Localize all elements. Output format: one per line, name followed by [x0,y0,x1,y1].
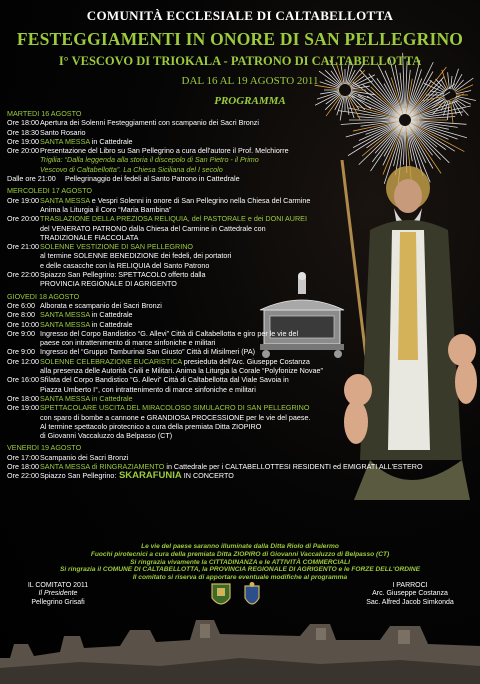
schedule-row [7,357,367,366]
event-description [40,137,367,146]
event-description [40,214,367,223]
event-text: Santo Rosario [40,127,86,137]
notes [0,543,480,582]
event-time: Ore 19:00 [7,136,39,146]
event-description [40,471,367,480]
event-text-suffix: in Cattedrale [89,310,133,320]
event-continuation: PROVINCIA REGIONALE DI AGRIGENTO [40,279,177,289]
event-continuation: alla presenza delle Autorità Civili e Militari. Anima la Liturgia la Corale “Polyfonize Novae” [40,366,323,376]
day-heading: VENERDI 19 AGOSTO [7,443,82,453]
schedule-row [7,310,367,319]
schedule-row [7,375,367,384]
event-continuation: del VENERATO PATRONO dalla Chiesa del Carmine in Cattedrale con [40,223,266,233]
event-description [40,462,423,471]
schedule-row [7,394,367,403]
event-description [40,347,367,356]
event-description [40,394,367,403]
event-time: Ore 12:00 [7,356,39,366]
event-description [40,242,367,251]
note-line: Il comitato si riserva di apportare eventuale modifiche al programma [132,574,348,582]
event-description [40,128,367,137]
schedule-row [7,146,367,155]
event-text: SANTA MESSA [40,136,90,146]
schedule-row [7,320,367,329]
event-text: Presentazione del Libro su San Pellegrino a cura dell'autore il Prof. Melchiorre [40,146,289,156]
committee-name: Pellegrino Grisafi [31,598,85,606]
event-time: Dalle ore 21:00 [7,174,56,184]
event-continuation: Trigilia: “Dalla leggenda alla storia il discepolo di San Pietro - il Primo [40,155,259,165]
event-text: SANTA MESSA di RINGRAZIAMENTO [40,461,165,471]
schedule-row [7,137,367,146]
schedule-row [7,301,367,310]
event-time: Ore 19:00 [7,403,39,413]
event-description [40,310,367,319]
schedule-row [7,329,367,338]
subtitle: I° VESCOVO DI TRIOKALA - PATRONO DI CALTABELLOTTA [58,54,422,68]
event-description [40,357,367,366]
schedule-row [7,347,367,356]
event-text: Scampanio dei Sacri Bronzi [40,452,129,462]
event-time: Ore 22:00 [7,270,39,280]
event-description [40,146,367,155]
event-text: TRASLAZIONE DELLA PREZIOSA RELIQUIA, del PASTORALE e dei DONI AUREI [40,214,307,224]
event-time: Ore 16:00 [7,375,39,385]
event-text: SANTA MESSA [40,310,90,320]
event-text: Pellegrinaggio dei fedeli al Santo Patrono in Cattedrale [65,174,240,184]
event-continuation: e delle casacche con la RELIQUIA del Santo Patrono [40,260,210,270]
schedule [7,106,423,482]
parroci-name: Arc. Giuseppe Costanza [372,590,448,598]
event-description [40,270,367,279]
day-heading: MERCOLEDI 17 AGOSTO [7,186,92,196]
schedule-row [7,242,367,251]
community-name: COMUNITÀ ECCLESIALE DI CALTABELLOTTA [86,8,394,23]
schedule-row [7,453,367,462]
event-description [65,174,367,183]
event-text: SOLENNE CELEBRAZIONE EUCARISTICA [40,356,182,366]
event-text: Apertura dei Solenni Festeggiamenti con scampanio dei Sacri Bronzi [40,118,259,128]
event-time: Ore 18:00 [7,461,39,471]
event-description [40,453,367,462]
event-continuation: Al termine spettacolo pirotecnico a cura della premiata Ditta ZIOPIRO [40,421,262,431]
schedule-row [7,461,423,471]
parroci-title: I PARROCI [392,582,428,589]
event-text-suffix: e Vespri Solenni in onore di San Pellegrino nella Chiesa del Carmine [89,195,311,205]
schedule-row [7,118,367,127]
committee-role: Il Presidente [38,590,78,598]
event-time: Ore 18:00 [7,393,39,403]
event-text: Spiazzo San Pellegrino: SPETTACOLO offerto dalla [40,270,206,280]
event-text-suffix: IN CONCERTO [181,471,234,481]
event-description [40,403,367,412]
day-heading: GIOVEDI 18 AGOSTO [7,291,80,301]
event-continuation: Piazza Umberto I°, con intrattenimento di marce sinfoniche e militari [40,384,256,394]
event-time: Ore 22:00 [7,471,39,481]
event-time: Ore 18:00 [7,118,39,128]
event-time: Ore 8:00 [7,310,35,320]
event-time: Ore 19:00 [7,195,39,205]
event-continuation: TRADIZIONALE FIACCOLATA [40,232,139,242]
event-text-suffix: in Cattedrale per i CALTABELLOTTESI RESIDENTI ed EMIGRATI ALL'ESTERO [164,461,423,471]
event-description [40,118,367,127]
note-line: Fuochi pirotecnici a cura della premiata Ditta ZIOPIRO di Giovanni Vaccaluzzo di Belpasso (CT) [90,550,390,558]
event-continuation: Anima la Liturgia il Coro “Maria Bambina” [40,204,172,214]
schedule-row [7,403,367,412]
event-text: SANTA MESSA in Cattedrale [40,393,133,403]
castle-image [0,600,480,684]
event-continuation: Vescovo di Caltabellotta”. La Chiesa Siciliana del I secolo [40,164,223,174]
event-time: Ore 9:00 [7,347,35,357]
event-text-suffix: in Cattedrale [89,319,133,329]
note-line: Si ringrazia vivamente la CITTADINANZA e le ATTIVITÀ COMMERCIALI [130,558,350,566]
event-continuation: paese con intrattenimento di marce sinfoniche e militari [40,338,216,348]
event-text: SOLENNE VESTIZIONE DI SAN PELLEGRINO [40,242,193,252]
event-text: Ingresso del “Gruppo Tamburinai San Giusto” Città di Misilmeri (PA) [40,347,256,357]
program-heading: PROGRAMMA [214,95,286,107]
event-time: Ore 18:30 [7,127,39,137]
event-continuation: al termine SOLENNE BENEDIZIONE dei fedeli, dei portatori [40,251,232,261]
date-range: DAL 16 AL 19 AGOSTO 2011 [181,75,319,87]
parroci-name: Sac. Alfred Jacob Simkonda [366,598,454,606]
event-text: SPETTACOLARE USCITA DEL MIRACOLOSO SIMULACRO DI SAN PELLEGRINO [40,403,310,413]
event-time: Ore 10:00 [7,319,39,329]
event-description [40,375,367,384]
event-time: Ore 9:00 [7,328,35,338]
schedule-row [7,196,367,205]
schedule-row [7,128,367,137]
event-description [40,320,367,329]
page-title: FESTEGGIAMENTI IN ONORE DI SAN PELLEGRINO [16,29,464,49]
day-heading: MARTEDI 16 AGOSTO [7,109,82,118]
event-description [40,196,367,205]
event-text: SANTA MESSA [40,195,90,205]
event-text: Ingresso del Corpo Bandistico “G. Allevi” Città di Caltabellotta e giro per le vie del [40,328,299,338]
event-time: Ore 21:00 [7,242,39,252]
schedule-row [7,270,367,279]
event-time: Ore 6:00 [7,300,35,310]
event-time: Ore 17:00 [7,452,39,462]
event-description [40,301,367,310]
event-time: Ore 20:00 [7,214,39,224]
schedule-row [7,214,367,223]
event-text: Sfilata del Corpo Bandistico “G. Allevi” Città di Caltabellotta dal Viale Savoia in [40,375,289,385]
event-text: SANTA MESSA [40,319,90,329]
event-time: Ore 20:00 [7,146,39,156]
event-text-suffix: presieduta dell'Arc. Giuseppe Costanza [181,356,310,366]
schedule-row [7,471,367,480]
note-line: Si ringrazia il COMUNE DI CALTABELLOTTA, la PROVINCIA REGIONALE DI AGRIGENTO e le FORZE DELL'ORDINE [60,566,420,574]
event-continuation: con sparo di bombe a cannone e GRANDIOSA PROCESSIONE per le vie del paese. [40,412,311,422]
committee-title: IL COMITATO 2011 [27,582,89,589]
event-continuation: di Giovanni Vaccaluzzo da Belpasso (CT) [40,431,173,441]
event-highlight: SKARAFUNIA [116,470,182,482]
event-text-suffix: in Cattedrale [89,136,133,146]
event-text: Alborata e scampanio dei Sacri Bronzi [40,300,162,310]
event-text: Spiazzo San Pellegrino: [40,471,117,481]
note-line: Le vie del paese saranno illuminate dalla Ditta Riolo di Palermo [141,543,339,550]
event-description [40,329,367,338]
schedule-row [7,174,367,183]
